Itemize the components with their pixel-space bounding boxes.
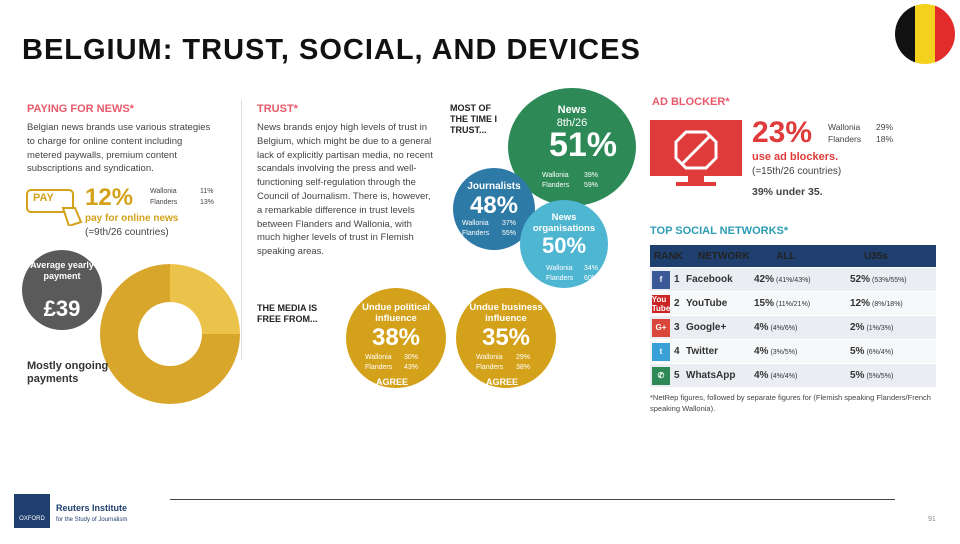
- rank-cell: 1: [674, 274, 680, 285]
- all-value: 4%: [754, 346, 769, 357]
- political-f-label: Flanders: [365, 364, 393, 371]
- rank-cell: 2: [674, 298, 680, 309]
- table-row: [650, 268, 936, 291]
- col-header: RANK: [654, 250, 683, 262]
- footer-rule: [170, 499, 895, 500]
- all-value: 4%: [754, 370, 769, 381]
- orgs-label: News organisations: [532, 212, 596, 234]
- u35-sub: (53%/55%): [872, 277, 907, 284]
- table-header-row: [650, 245, 936, 267]
- business-w-label: Wallonia: [476, 354, 503, 361]
- adblock-flanders-label: Flanders: [828, 134, 862, 144]
- journalists-w-label: Wallonia: [462, 220, 489, 227]
- paying-text: Belgian news brands use various strategies to charge for online content including metered paywalls, premium content subscriptions and syndication.: [27, 122, 211, 175]
- u35-value: 2%: [850, 322, 865, 333]
- paying-caption: pay for online news: [85, 213, 179, 224]
- business-influence-circle: [456, 288, 556, 388]
- orgs-value: 50%: [541, 233, 587, 258]
- social-footnote: *NetRep figures, followed by separate figures for (Flemish speaking Flanders/French speaking Wallonia).: [650, 393, 931, 413]
- journalists-label: Journalists: [467, 181, 521, 192]
- all-sub: (3%/5%): [770, 349, 798, 356]
- social-network-icon: ✆: [652, 367, 670, 385]
- u35-cell: [850, 322, 893, 333]
- network-cell: Twitter: [686, 346, 719, 357]
- paying-wallonia-label: Wallonia: [150, 188, 177, 195]
- rank-cell: 3: [674, 322, 680, 333]
- all-cell: [754, 322, 850, 333]
- all-sub: (11%/21%): [776, 301, 811, 308]
- u35-sub: (1%/3%): [866, 325, 894, 332]
- adblock-percent: 23%: [752, 116, 813, 149]
- news-f-label: Flanders: [542, 182, 570, 189]
- news-value: 51%: [548, 126, 618, 164]
- adblock-monitor-icon: [650, 120, 742, 188]
- all-cell: [754, 274, 850, 285]
- paying-flanders-value: 13%: [200, 199, 215, 206]
- flag-stripe: [895, 4, 915, 64]
- journalists-w-value: 37%: [502, 220, 517, 227]
- u35-cell: [850, 346, 893, 357]
- trust-most-label: MOST OF THE TIME I TRUST...: [450, 103, 497, 135]
- news-rank: 8th/26: [556, 117, 588, 129]
- paying-percent: 12%: [85, 184, 134, 211]
- business-value: 35%: [481, 324, 531, 351]
- paying-heading: PAYING FOR NEWS*: [27, 103, 134, 115]
- divider: [241, 100, 242, 360]
- all-value: 42%: [754, 274, 775, 285]
- adblock-heading: AD BLOCKER*: [652, 96, 730, 108]
- political-label: Undue political influence: [361, 302, 431, 324]
- u35-value: 5%: [850, 346, 865, 357]
- page-number: 91: [928, 516, 936, 523]
- all-cell: [754, 370, 850, 381]
- business-agree: AGREE: [486, 377, 519, 387]
- news-f-value: 59%: [584, 182, 599, 189]
- social-heading: TOP SOCIAL NETWORKS*: [650, 225, 789, 237]
- network-cell: WhatsApp: [686, 370, 736, 381]
- political-influence-circle: [346, 288, 446, 388]
- pay-label: PAY: [33, 192, 54, 204]
- journalists-value: 48%: [469, 192, 519, 219]
- u35-value: 12%: [850, 298, 871, 309]
- adblock-caption: use ad blockers.: [752, 151, 839, 163]
- social-rows: [650, 268, 936, 387]
- all-value: 4%: [754, 322, 769, 333]
- table-row: [650, 340, 936, 363]
- free-from-label: THE MEDIA IS FREE FROM...: [257, 303, 318, 324]
- news-label: News: [557, 104, 587, 116]
- political-value: 38%: [371, 324, 421, 351]
- adblock-wallonia-value: 29%: [876, 122, 894, 132]
- flag-stripe: [915, 4, 935, 64]
- paying-rank: (=9th/26 countries): [85, 227, 169, 238]
- u35-cell: [850, 370, 893, 381]
- payment-donut-chart: [100, 264, 240, 404]
- rank-cell: 5: [674, 370, 680, 381]
- news-w-value: 39%: [584, 172, 599, 179]
- trust-text: News brands enjoy high levels of trust in Belgium, which might be due to a general lack of explicitly partisan media, no recent scandals involving the press and well-functioning self-regulation through the Council of Journalism. There is, however, a remarkable difference in trust levels between Flanders and Wallonia, with much higher levels of trust in Flemish speaking areas.: [257, 122, 433, 258]
- business-w-value: 29%: [516, 354, 531, 361]
- adblock-wallonia-label: Wallonia: [828, 122, 861, 132]
- business-f-label: Flanders: [476, 364, 504, 371]
- paying-flanders-label: Flanders: [150, 199, 178, 206]
- business-f-value: 38%: [516, 364, 531, 371]
- table-row: [650, 364, 936, 387]
- col-header: NETWORK: [698, 250, 750, 262]
- all-value: 15%: [754, 298, 775, 309]
- oxford-crest-icon: OXFORD: [14, 494, 50, 528]
- political-w-label: Wallonia: [365, 354, 392, 361]
- u35-value: 5%: [850, 370, 865, 381]
- avg-payment-label: Average yearly payment: [30, 260, 94, 281]
- belgium-flag-icon: [895, 4, 955, 64]
- avg-payment-value: £39: [43, 296, 81, 321]
- social-network-icon: You Tube: [651, 294, 671, 313]
- network-cell: Google+: [686, 322, 727, 333]
- political-f-value: 43%: [404, 364, 419, 371]
- table-row: [650, 292, 936, 315]
- all-cell: [754, 298, 850, 309]
- col-header: ALL: [776, 250, 796, 262]
- u35-value: 52%: [850, 274, 871, 285]
- u35-cell: [850, 274, 907, 285]
- flag-stripe: [935, 4, 955, 64]
- journalists-f-label: Flanders: [462, 230, 490, 237]
- paying-footnote: Mostly ongoing payments: [27, 360, 109, 385]
- all-sub: (4%/4%): [770, 373, 798, 380]
- business-label: Undue business influence: [469, 302, 543, 324]
- rank-cell: 4: [674, 346, 680, 357]
- political-agree: AGREE: [376, 377, 409, 387]
- footer-org: Reuters Institute: [56, 503, 128, 513]
- network-cell: Facebook: [686, 274, 733, 285]
- table-row: [650, 316, 936, 339]
- adblock-flanders-value: 18%: [876, 134, 894, 144]
- journalists-f-value: 55%: [502, 230, 517, 237]
- all-sub: (4%/6%): [770, 325, 798, 332]
- donut-segment-minor: [170, 264, 240, 334]
- page-title: BELGIUM: TRUST, SOCIAL, AND DEVICES: [22, 34, 641, 66]
- social-network-icon: t: [652, 343, 670, 361]
- adblock-under35: 39% under 35.: [752, 186, 823, 198]
- adblock-rank: (=15th/26 countries): [752, 166, 842, 177]
- trust-heading: TRUST*: [257, 103, 298, 115]
- orgs-f-value: 60%: [584, 275, 599, 282]
- news-w-label: Wallonia: [542, 172, 569, 179]
- orgs-w-value: 34%: [584, 265, 599, 272]
- u35-sub: (6%/4%): [866, 349, 894, 356]
- social-network-icon: G+: [652, 319, 670, 337]
- col-header: U35s: [864, 250, 888, 262]
- social-table-wrapper: [650, 245, 936, 387]
- all-sub: (41%/43%): [776, 277, 811, 284]
- all-cell: [754, 346, 850, 357]
- u35-cell: [850, 298, 903, 309]
- social-table: [650, 245, 936, 267]
- paying-wallonia-value: 11%: [200, 188, 214, 195]
- footer-sub: for the Study of Journalism: [56, 517, 128, 523]
- social-network-icon: f: [652, 271, 670, 289]
- political-w-value: 30%: [404, 354, 419, 361]
- orgs-f-label: Flanders: [546, 275, 574, 282]
- orgs-w-label: Wallonia: [546, 265, 573, 272]
- u35-sub: (5%/5%): [866, 373, 894, 380]
- u35-sub: (8%/18%): [872, 301, 903, 308]
- network-cell: YouTube: [686, 298, 728, 309]
